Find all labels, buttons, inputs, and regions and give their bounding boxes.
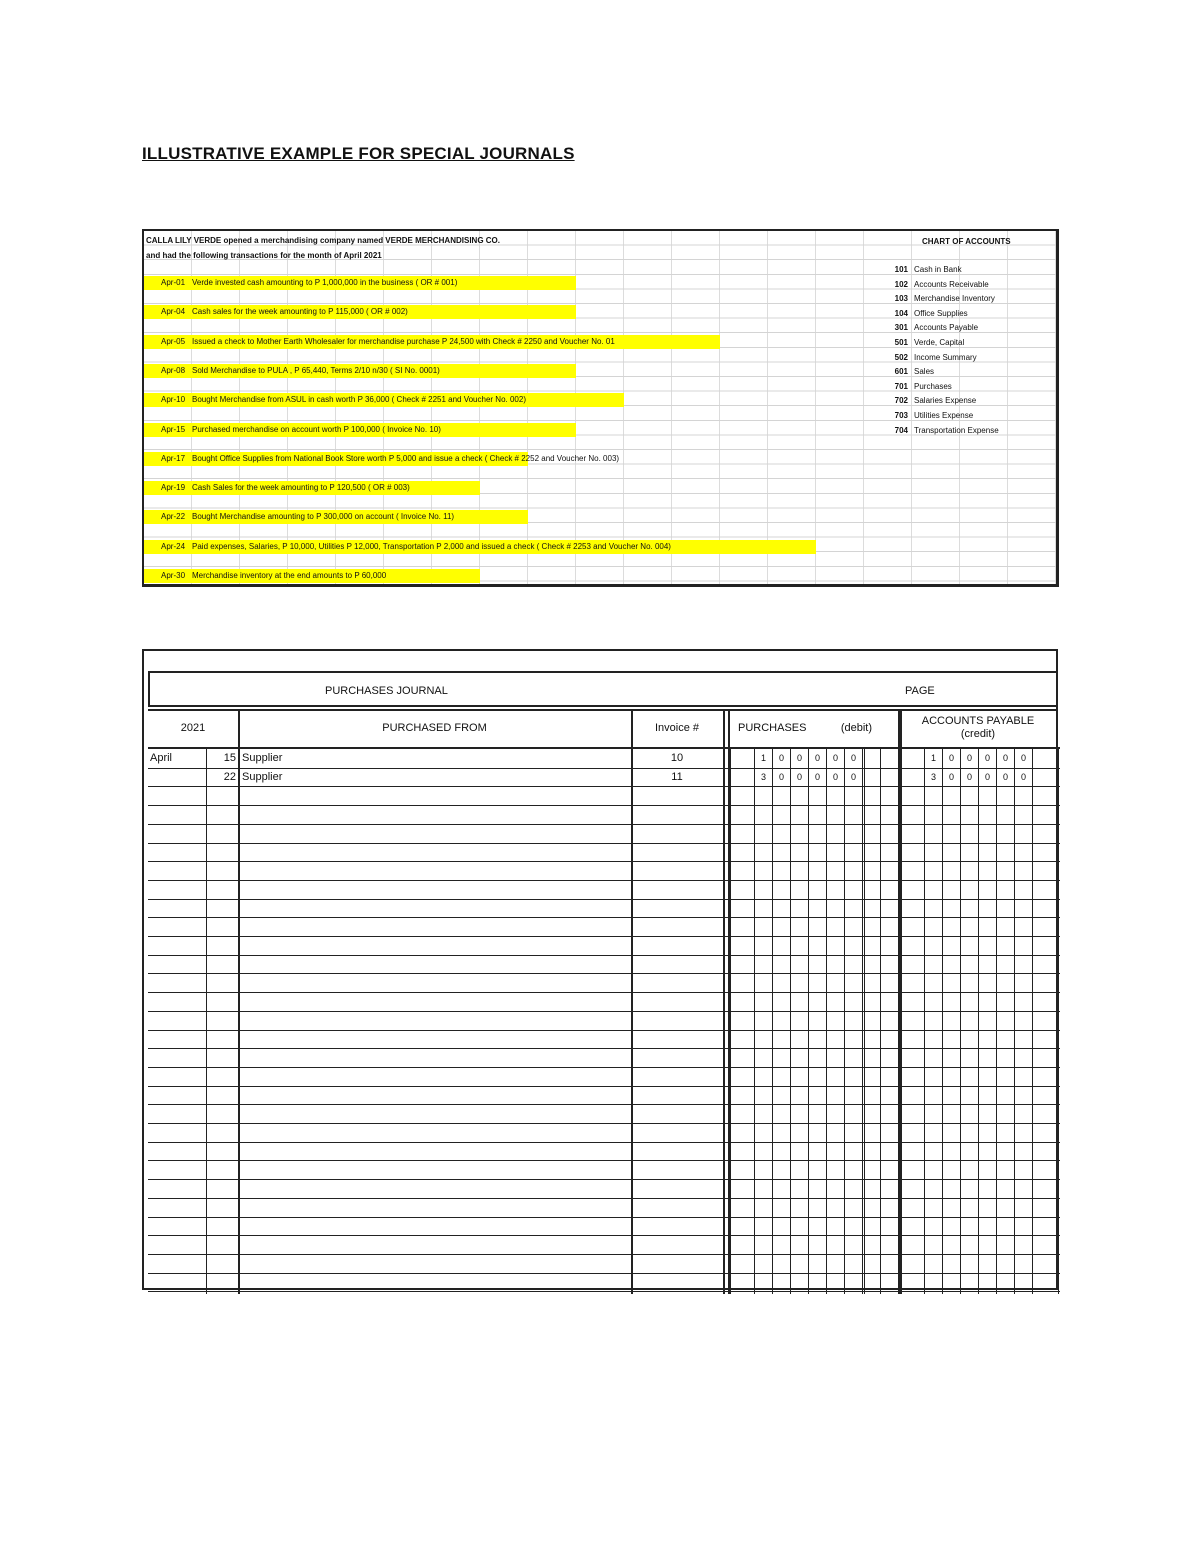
journal-grid [148, 747, 1060, 1292]
account-code: 103 [894, 294, 908, 304]
purchases-digit: 0 [778, 753, 784, 763]
account-row [884, 309, 968, 318]
transaction-row [144, 305, 576, 319]
grid-column-line [942, 749, 943, 1294]
header-accounts-payable [900, 709, 1056, 747]
transaction-row [144, 335, 720, 349]
transaction-text: Bought Merchandise from ASUL in cash worth P 36,000 ( Check # 2251 and Voucher No. 002) [192, 395, 526, 405]
transaction-text: Cash sales for the week amounting to P 115,000 ( OR # 002) [192, 307, 408, 317]
transaction-date: Apr-22 [161, 512, 186, 522]
grid-column-line [826, 749, 827, 1294]
transaction-date: Apr-04 [161, 307, 186, 317]
transaction-row [144, 276, 576, 290]
account-code: 301 [894, 323, 908, 333]
account-name: Purchases [914, 381, 952, 391]
entry-month: April [150, 752, 173, 764]
grid-column-line [862, 749, 863, 1294]
account-name: Merchandise Inventory [914, 294, 995, 304]
transaction-text: Purchased merchandise on account worth P 100,000 ( Invoice No. 10) [192, 424, 441, 434]
purchases-digit: 0 [850, 771, 856, 782]
account-name: Accounts Payable [914, 323, 979, 333]
header-purchased-from: PURCHASED FROM [382, 721, 487, 734]
account-name: Transportation Expense [914, 425, 999, 435]
grid-column-line [844, 749, 845, 1294]
account-row [884, 294, 995, 303]
transaction-date: Apr-17 [161, 453, 186, 463]
header-top-line [148, 709, 1056, 711]
purchases-digit: 0 [814, 771, 820, 782]
account-name: Verde, Capital [914, 338, 965, 347]
header-column-line [238, 709, 240, 747]
grid-column-line [730, 749, 731, 1294]
payable-digit: 3 [930, 771, 936, 782]
intro-line-1: CALLA LILY VERDE opened a merchandising company named VERDE MERCHANDISING CO. [146, 236, 500, 245]
account-row [884, 323, 978, 332]
grid-column-line [772, 749, 773, 1294]
payable-digit: 0 [1020, 753, 1026, 763]
account-name: Office Supplies [914, 308, 968, 318]
account-name: Salaries Expense [914, 396, 977, 406]
account-row [884, 280, 989, 289]
transaction-text: Sold Merchandise to PULA , P 65,440, Terms 2/10 n/30 ( SI No. 0001) [192, 365, 440, 375]
transaction-row [144, 510, 528, 524]
transaction-row [144, 540, 816, 554]
entry-invoice: 11 [671, 770, 683, 783]
header-column-line [728, 709, 730, 747]
account-code: 703 [894, 411, 908, 420]
entry-purchased-from: Supplier [242, 770, 283, 783]
purchases-journal [142, 649, 1058, 1290]
header-credit-label: (credit) [960, 728, 996, 740]
purchases-digit: 0 [778, 771, 784, 782]
transaction-text: Paid expenses, Salaries, P 10,000, Utilities P 12,000, Transportation P 2,000 and issued a check ( Check # 2253 and Voucher No. 004) [192, 541, 671, 551]
transaction-date: Apr-05 [161, 336, 186, 346]
grid-column-line [808, 749, 809, 1294]
header-debit-label: (debit) [840, 721, 872, 734]
account-code: 101 [894, 265, 908, 274]
purchases-digit: 1 [760, 753, 766, 763]
header-purchases-label: PURCHASES [738, 721, 807, 734]
chart-of-accounts-title: CHART OF ACCOUNTS [922, 237, 1011, 246]
payable-digit: 0 [948, 753, 954, 763]
grid-column-line [996, 749, 997, 1294]
transaction-text: Verde invested cash amounting to P 1,000,000 in the business ( OR # 001) [192, 278, 458, 287]
transaction-date: Apr-10 [161, 395, 186, 405]
document-title: ILLUSTRATIVE EXAMPLE FOR SPECIAL JOURNALS [142, 144, 575, 163]
grid-column-line [238, 749, 240, 1294]
payable-digit: 0 [984, 753, 990, 763]
account-row [884, 338, 964, 347]
transaction-date: Apr-19 [161, 483, 186, 493]
account-name: Sales [914, 367, 935, 377]
transaction-date: Apr-08 [161, 365, 186, 375]
account-row [884, 367, 934, 376]
payable-digit: 0 [966, 771, 972, 782]
transaction-date: Apr-15 [161, 424, 186, 434]
transaction-row [144, 569, 480, 583]
transaction-text: Bought Office Supplies from National Book Store worth P 5,000 and issue a check ( Check # 2252 and Voucher No. 003) [192, 453, 620, 463]
grid-column-line [790, 749, 791, 1294]
grid-column-line [723, 749, 725, 1294]
transaction-date: Apr-01 [161, 278, 186, 287]
account-name: Accounts Receivable [914, 279, 989, 289]
account-row [884, 426, 999, 435]
journal-title: PURCHASES JOURNAL [325, 685, 448, 697]
purchases-digit: 0 [796, 771, 802, 782]
purchases-digit: 0 [814, 753, 820, 763]
payable-digit: 0 [1002, 753, 1008, 763]
header-column-line [631, 709, 633, 747]
account-row [884, 411, 973, 420]
purchases-digit: 0 [796, 753, 802, 763]
account-code: 702 [894, 396, 908, 406]
account-name: Income Summary [914, 352, 977, 362]
entry-day: 15 [223, 752, 236, 764]
grid-column-line [880, 749, 881, 1294]
header-year: 2021 [180, 721, 206, 734]
purchases-digit: 3 [760, 771, 766, 782]
grid-column-line [1032, 749, 1033, 1294]
grid-column-line [978, 749, 979, 1294]
entry-invoice: 10 [670, 752, 684, 764]
transaction-date: Apr-24 [161, 541, 186, 551]
journal-header [148, 671, 1056, 707]
transaction-row [144, 481, 480, 495]
entry-day: 22 [223, 770, 236, 783]
account-code: 502 [894, 352, 908, 362]
account-row [884, 396, 976, 405]
grid-column-line [1014, 749, 1015, 1294]
entry-purchased-from: Supplier [242, 752, 283, 764]
transaction-row [144, 393, 624, 407]
account-row [884, 353, 977, 362]
account-code: 104 [894, 308, 908, 318]
account-code: 601 [894, 367, 908, 377]
grid-column-line [754, 749, 755, 1294]
transaction-row [144, 452, 620, 466]
grid-column-line [900, 749, 902, 1294]
header-invoice: Invoice # [654, 721, 700, 734]
journal-page-label: PAGE [905, 685, 935, 697]
payable-digit: 1 [930, 753, 936, 763]
payable-digit: 0 [1020, 771, 1026, 782]
transaction-text: Bought Merchandise amounting to P 300,000 on account ( Invoice No. 11) [192, 512, 455, 522]
problem-sheet [142, 229, 1059, 587]
payable-digit: 0 [1002, 771, 1008, 782]
transaction-text: Issued a check to Mother Earth Wholesaler for merchandise purchase P 24,500 with Check # 2250 and Voucher No. 01 [192, 336, 615, 346]
account-name: Utilities Expense [914, 411, 974, 420]
intro-line-2: and had the following transactions for the month of April 2021 [146, 251, 382, 260]
grid-column-line [864, 749, 865, 1294]
header-column-line [723, 709, 725, 747]
grid-column-line [960, 749, 961, 1294]
account-code: 501 [894, 338, 908, 347]
transaction-row [144, 364, 576, 378]
purchases-digit: 0 [832, 753, 838, 763]
account-row [884, 265, 962, 274]
account-row [884, 382, 952, 391]
grid-column-line [924, 749, 925, 1294]
grid-column-line [631, 749, 633, 1294]
transaction-text: Cash Sales for the week amounting to P 120,500 ( OR # 003) [192, 483, 410, 493]
header-column-line [900, 709, 902, 747]
grid-column-line [206, 749, 207, 1294]
account-code: 704 [894, 425, 908, 435]
payable-digit: 0 [984, 771, 990, 782]
payable-digit: 0 [966, 753, 972, 763]
grid-column-line [1058, 749, 1059, 1294]
account-code: 102 [894, 279, 908, 289]
transaction-date: Apr-30 [161, 571, 186, 580]
account-name: Cash in Bank [914, 265, 962, 274]
header-accounts-payable-label: ACCOUNTS PAYABLE [921, 715, 1035, 727]
account-code: 701 [894, 381, 908, 391]
purchases-digit: 0 [832, 771, 838, 782]
transaction-text: Merchandise inventory at the end amounts to P 60,000 [192, 571, 387, 580]
payable-digit: 0 [948, 771, 954, 782]
purchases-digit: 0 [850, 753, 856, 763]
transaction-row [144, 423, 576, 437]
header-purchases [730, 709, 880, 747]
